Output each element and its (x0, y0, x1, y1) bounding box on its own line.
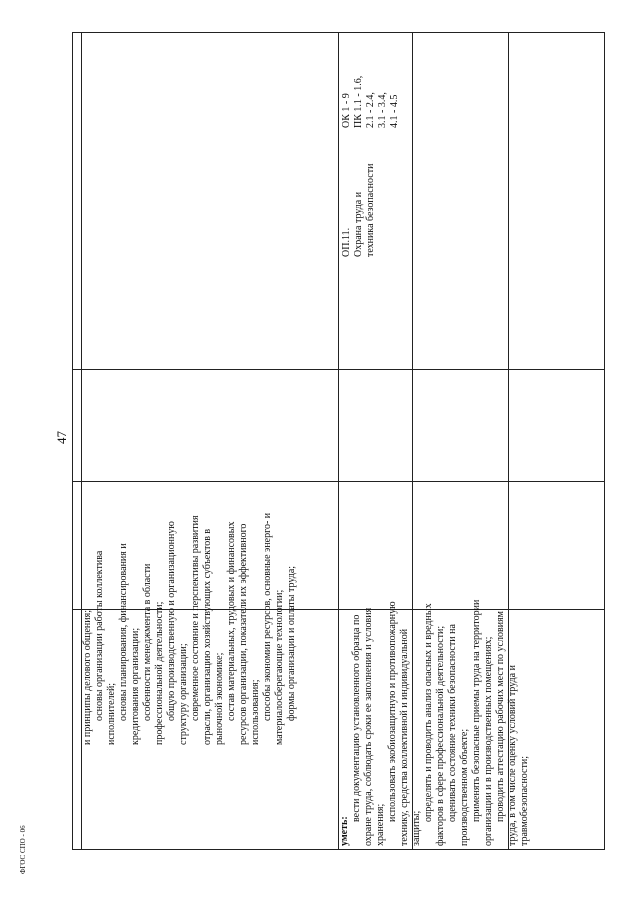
text-line: рыночной экономике; (214, 652, 225, 745)
text-line: использования; (250, 679, 261, 745)
discipline-name-line: Охрана труда и (353, 191, 364, 257)
competency-code: 2.1 - 2.4, (365, 92, 376, 128)
text-line: особенности менеджмента в области (142, 563, 153, 721)
text-line: факторов в сфере профессиональной деятельности; (435, 625, 446, 846)
text-line: труда, в том числе оценку условий труда и (507, 665, 518, 846)
competency-code: 4.1 - 4.5 (389, 94, 400, 128)
page-number: 47 (54, 431, 69, 444)
text-line: ресурсов организации, показатели их эффективного (238, 523, 249, 745)
text-line: использовать экобиозащитную и противопожарную (387, 601, 398, 822)
text-line: оценивать состояние техники безопасности на (447, 624, 458, 822)
competency-code: ОК 1 - 9 (341, 93, 352, 128)
text-line: основы планирования, финансирования и (118, 543, 129, 721)
competency-code: ПК 1.1 - 1.6, (353, 75, 364, 128)
text-line: структуру организации; (178, 643, 189, 745)
text-line: вести документацию установленного образца по (351, 614, 362, 822)
text-line: проводить аттестацию рабочих мест по условиям (495, 611, 506, 822)
text-line: отрасли, организацию хозяйствующих субъектов в (202, 528, 213, 745)
text-line: охране труда, соблюдать сроки ее заполнения и условия (363, 607, 374, 846)
text-line: и принципы делового общения; (82, 609, 93, 745)
text-line: материалосберегающие технологии; (274, 589, 285, 745)
skills-cell (339, 426, 534, 846)
discipline-index: ОП.11. (341, 227, 352, 257)
text-line: способы экономии ресурсов, основные энерго- и (262, 512, 273, 721)
text-line: травмобезопасности; (519, 756, 530, 846)
text-line: организации и в производственных помещениях; (483, 636, 494, 846)
discipline-name-line: техника безопасности (365, 163, 376, 257)
competency-code: 3.1 - 3.4, (377, 92, 388, 128)
text-line: применять безопасные приемы труда на территории (471, 599, 482, 822)
text-line: производственном объекте; (459, 728, 470, 846)
text-line: хранения; (375, 803, 386, 846)
text-line: общую производственную и организационную (166, 521, 177, 721)
text-line: профессиональной деятельности; (154, 601, 165, 745)
text-line: состав материальных, трудовых и финансовых (226, 521, 237, 721)
text-line: исполнителей; (106, 682, 117, 745)
text-line: основы организации работы коллектива (94, 550, 105, 721)
text-line: формы организации и оплаты труда; (286, 565, 297, 721)
footer-code: ФГОС СПО - 06 (19, 825, 27, 874)
text-line: технику, средства коллективной и индивидуальной (399, 628, 410, 846)
text-line: кредитования организации; (130, 627, 141, 745)
curriculum-table (72, 32, 605, 850)
knowledge-cell (82, 295, 338, 745)
text-line: современное состояние и перспективы развития (190, 515, 201, 721)
text-line: защиты; (411, 810, 422, 846)
text-line: определять и проводить анализ опасных и вредных (423, 603, 434, 822)
skills-heading: уметь: (339, 816, 350, 846)
competencies-cell (341, 33, 411, 128)
